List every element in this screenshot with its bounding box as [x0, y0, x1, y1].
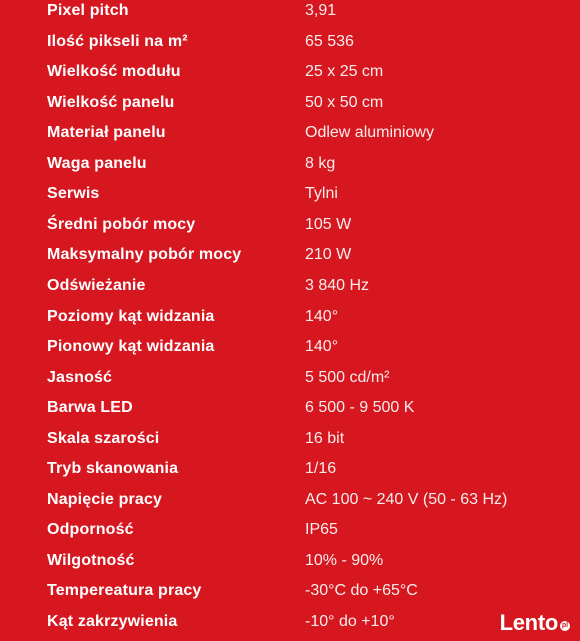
spec-label: Ilość pikseli na m² — [47, 32, 188, 50]
spec-label: Tryb skanowania — [47, 460, 179, 478]
spec-row — [0, 91, 580, 122]
spec-row — [0, 243, 580, 274]
spec-value: 8 kg — [305, 154, 336, 172]
watermark-text: Lento — [499, 610, 558, 635]
spec-label: Materiał panelu — [47, 124, 166, 142]
spec-value: 3 840 Hz — [305, 276, 370, 294]
spec-label: Kąt zakrzywienia — [47, 613, 178, 630]
lento-watermark — [500, 612, 570, 634]
spec-label: Odporność — [47, 521, 134, 539]
spec-label: Średni pobór mocy — [47, 215, 196, 233]
spec-label: Pionowy kąt widzania — [47, 338, 215, 356]
spec-value: 65 536 — [305, 32, 354, 50]
spec-row — [0, 274, 580, 305]
spec-value: 140° — [305, 338, 339, 356]
spec-row — [0, 60, 580, 91]
spec-value: 50 x 50 cm — [305, 93, 384, 111]
spec-row — [0, 518, 580, 549]
spec-label: Napięcie pracy — [47, 490, 163, 508]
spec-label: Poziomy kąt widzania — [47, 307, 215, 325]
spec-row — [0, 366, 580, 397]
spec-row — [0, 457, 580, 488]
spec-label: Barwa LED — [47, 399, 133, 417]
spec-row — [0, 152, 580, 183]
spec-label: Odświeżanie — [47, 276, 146, 294]
spec-row — [0, 427, 580, 458]
spec-row — [0, 579, 580, 610]
spec-value: IP65 — [305, 521, 338, 539]
spec-label: Wilgotność — [47, 551, 135, 569]
spec-value: -30°C do +65°C — [305, 582, 418, 600]
spec-label: Wielkość modułu — [47, 63, 181, 81]
spec-value: 5 500 cd/m² — [305, 368, 390, 386]
spec-row — [0, 549, 580, 580]
spec-label: Pixel pitch — [47, 2, 129, 19]
spec-value: -10° do +10° — [305, 613, 395, 630]
spec-row — [0, 213, 580, 244]
spec-label: Jasność — [47, 368, 113, 386]
spec-value: 16 bit — [305, 429, 345, 447]
spec-value: AC 100 ~ 240 V (50 - 63 Hz) — [305, 490, 508, 508]
spec-value: Odlew aluminiowy — [305, 124, 434, 142]
spec-row — [0, 610, 580, 641]
spec-row — [0, 0, 580, 30]
spec-label: Waga panelu — [47, 154, 147, 172]
spec-value: 140° — [305, 307, 339, 325]
spec-value: 105 W — [305, 215, 352, 233]
spec-row — [0, 121, 580, 152]
spec-value: 1/16 — [305, 460, 337, 478]
spec-row — [0, 488, 580, 519]
spec-value: 6 500 - 9 500 K — [305, 399, 415, 417]
spec-row — [0, 396, 580, 427]
spec-value: 3,91 — [305, 2, 337, 19]
spec-row — [0, 335, 580, 366]
spec-row — [0, 182, 580, 213]
spec-label: Skala szarości — [47, 429, 160, 447]
watermark-badge: pl — [561, 622, 569, 629]
spec-label: Wielkość panelu — [47, 93, 175, 111]
spec-row — [0, 30, 580, 61]
spec-value: 210 W — [305, 246, 352, 264]
spec-value: 10% - 90% — [305, 551, 384, 569]
spec-row — [0, 305, 580, 336]
spec-value: Tylni — [305, 185, 338, 203]
spec-label: Serwis — [47, 185, 100, 203]
spec-value: 25 x 25 cm — [305, 63, 384, 81]
spec-label: Maksymalny pobór mocy — [47, 246, 242, 264]
spec-label: Tempereatura pracy — [47, 582, 202, 600]
